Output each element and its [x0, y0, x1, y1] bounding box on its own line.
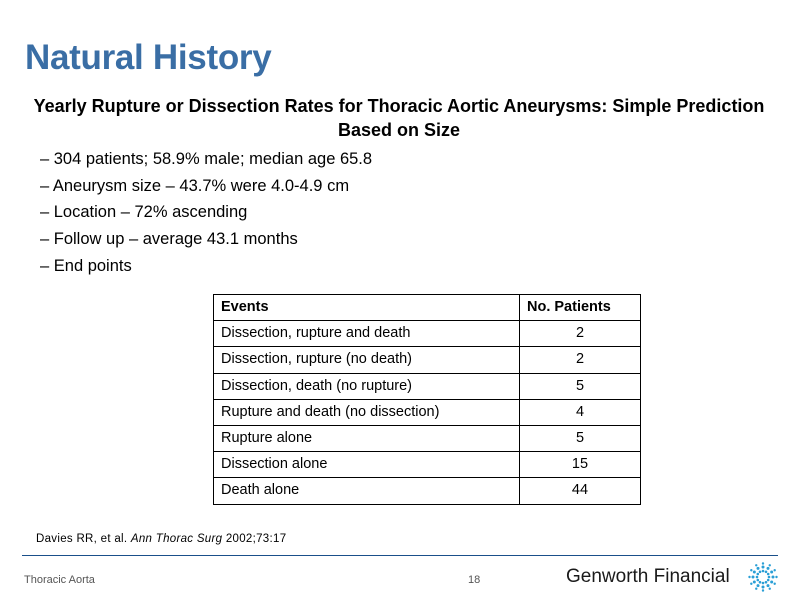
- citation-authors: Davies RR, et al.: [36, 533, 128, 545]
- bullet-item: – Aneurysm size – 43.7% were 4.0-4.9 cm: [40, 176, 350, 195]
- page-number: 18: [468, 574, 481, 586]
- bullet-item: – 304 patients; 58.9% male; median age 65.8: [40, 150, 373, 168]
- event-cell: Rupture alone: [214, 425, 520, 451]
- table-row: [214, 399, 641, 425]
- patients-cell: 15: [520, 452, 641, 478]
- slide-subtitle: Yearly Rupture or Dissection Rates for Thoracic Aortic Aneurysms: Simple Prediction Based on Size: [33, 96, 765, 140]
- footer-section-label: Thoracic Aorta: [24, 574, 95, 586]
- patients-cell: 4: [520, 399, 641, 425]
- table-row: [214, 321, 641, 347]
- table-row: [214, 478, 641, 504]
- bullet-item: – End points: [40, 256, 132, 275]
- column-header-events: Events: [214, 295, 520, 321]
- table-row: [214, 425, 641, 451]
- slide-title: Natural History: [25, 38, 272, 77]
- bullet-item: – Follow up – average 43.1 months: [40, 230, 298, 249]
- event-cell: Dissection, rupture (no death): [214, 347, 520, 373]
- patients-cell: 2: [520, 321, 641, 347]
- events-table: [213, 294, 641, 505]
- genworth-starburst-icon: [748, 562, 778, 592]
- brand-logo-text: Genworth Financial: [566, 566, 730, 587]
- footer-divider: [22, 555, 778, 556]
- bullet-item: – Location – 72% ascending: [40, 203, 248, 222]
- patients-cell: 5: [520, 373, 641, 399]
- column-header-patients: No. Patients: [520, 295, 641, 321]
- citation-journal: Ann Thorac Surg: [130, 533, 223, 545]
- patients-cell: 2: [520, 347, 641, 373]
- event-cell: Rupture and death (no dissection): [214, 399, 520, 425]
- event-cell: Dissection, death (no rupture): [214, 373, 520, 399]
- table-row: [214, 373, 641, 399]
- table-row: [214, 347, 641, 373]
- event-cell: Death alone: [214, 478, 520, 504]
- citation: [36, 533, 286, 545]
- table-row: [214, 452, 641, 478]
- patients-cell: 44: [520, 478, 641, 504]
- bullet-list: [40, 147, 372, 280]
- event-cell: Dissection alone: [214, 452, 520, 478]
- table-header-row: [214, 295, 641, 321]
- citation-reference: 2002;73:17: [225, 533, 287, 545]
- event-cell: Dissection, rupture and death: [214, 321, 520, 347]
- patients-cell: 5: [520, 425, 641, 451]
